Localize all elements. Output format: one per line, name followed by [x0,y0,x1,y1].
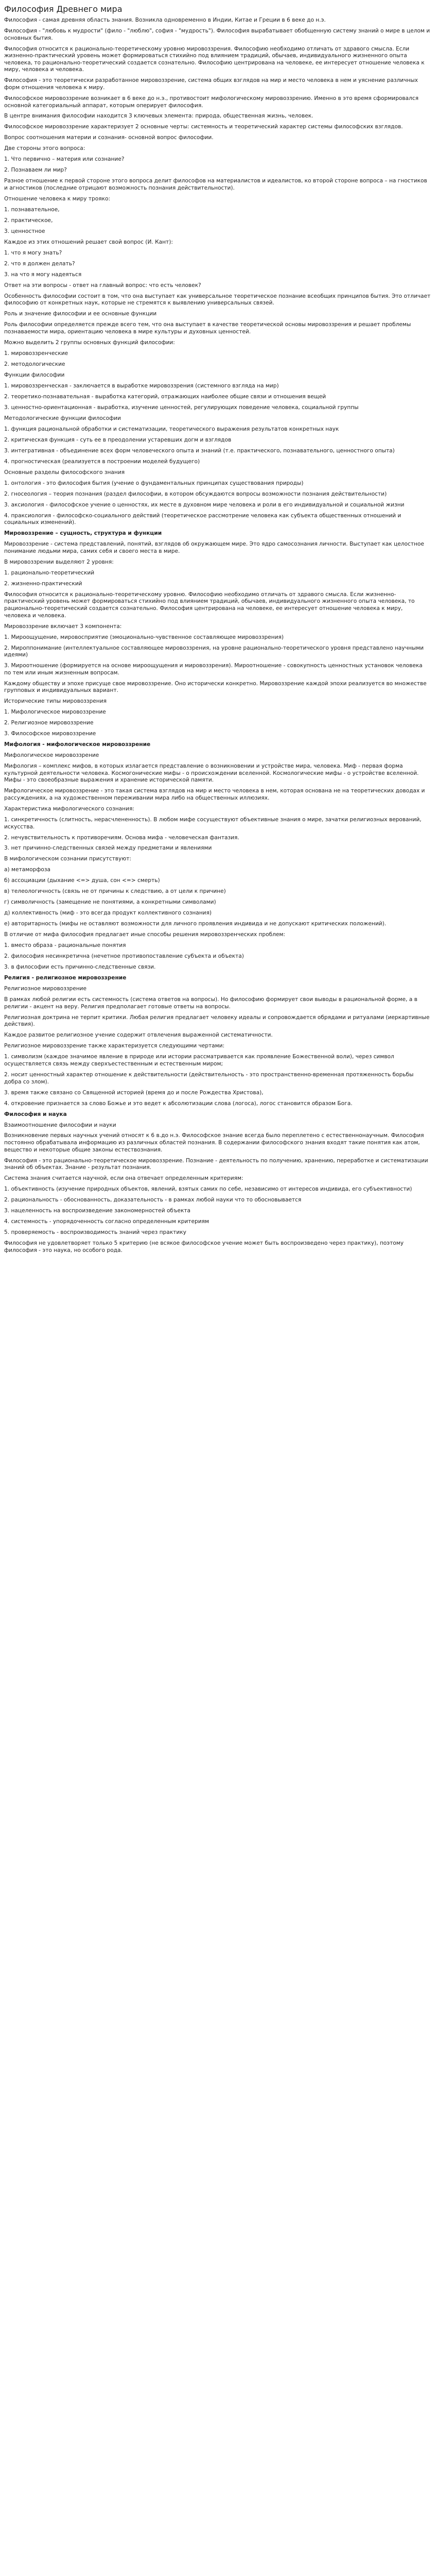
paragraph: 1. Мифологическое мировоззрение [4,709,106,716]
paragraph: 3. в философии есть причинно-следственные связи. [4,964,156,971]
paragraph: 1. мировоззренческая - заключается в выработке мировоззрения (системного взгляда на мир) [4,382,279,389]
paragraph: 1. онтология - это философия бытия (учение о фундаментальных принципах существования природы) [4,480,304,486]
paragraph: 1. синкретичность (слитность, нерасчлененность). В любом мифе сосуществуют объективные знания о мире, зачатки религиозных верований, искусства. [4,816,423,830]
paragraph: 1. что я могу знать? [4,249,62,256]
paragraph: 1. вместо образа - рациональные понятия [4,942,126,949]
paragraph: 2. Мироппонимание (интеллектуальное составляющее мировоззрения, на уровне рационально-теоретического уровня представлено научными идеями) [4,645,426,658]
article-body [4,17,431,1254]
paragraph: 2. критическая функция - суть ее в преодолении устаревших догм и взглядов [4,436,232,443]
paragraph: Мифологическое мировоззрение [4,752,99,759]
paragraph: Отношение человека к миру трояко: [4,195,111,202]
paragraph: 2. Религиозное мировоззрение [4,720,94,726]
paragraph: Функции философии [4,371,65,378]
paragraph: 4. системность - упорядоченность согласно определенным критериям [4,1218,209,1225]
paragraph: 2. гносеология – теория познания (раздел философии, в котором обсуждаются вопросы возможности познания действительности) [4,490,387,497]
paragraph: 2. практическое, [4,217,53,224]
paragraph: Философия относится к рационально-теоретическому уровню. Философию необходимо отличать от здравого смысла. Если жизненно-практический уровень может формироваться стихийно под влиянием традиций, обычаев, индивидуального жизненного опыта человека, то рационально-теоретический создается сознательно. Философия центрирована на человеке, ее интересует отношение человека к миру, человека и человека. [4,591,416,619]
paragraph: 1. символизм (каждое значимое явление в природе или истории рассматривается как проявление Божественной воли), через символ осуществляется связь между сверхъестественным и естественным миром; [4,1054,396,1067]
paragraph: Система знания считается научной, если она отвечает определенным критериям: [4,1175,243,1182]
paragraph: Возникновение первых научных учений относят к 6 в.до н.э. Философское знание всегда было переплетено с естественнонаучным. Философия постоянно обрабатывала информацию из различных областей познания. В содержании философского знания входят такие понятия как атом, вещество и некоторые общие законы естествознания. [4,1132,426,1153]
paragraph: 2. носит ценностный характер отношение к действительности (действительность - это пространственно-временная протяженность борьбы добра со злом). [4,1071,415,1085]
paragraph: 1. функция рациональной обработки и систематизации, теоретического выражения результатов конкретных наук [4,426,339,432]
paragraph: 1. мировоззренческие [4,350,68,357]
paragraph: 3. время также связано со Священной историей (время до и после Рождества Христова), [4,1089,264,1096]
paragraph: 2. жизненно-практический [4,580,82,587]
paragraph: Мифология – комплекс мифов, в которых излагается представление о возникновении и устройстве мира, человека. Миф - первая форма культурной деятельности человека. Космогонические мифы - о происхождении вселенной. Космологические мифы - о устройстве вселенной. Мифы - это своеобразные выражения и хранение исторической памяти. [4,763,421,784]
paragraph: в) телеологичность (связь не от причины к следствию, а от цели к причине) [4,888,226,895]
paragraph: В мифологическом сознании присутствуют: [4,856,131,862]
paragraph: Религиозное мировоззрение [4,986,87,992]
paragraph: Особенность философии состоит в том, что она выступает как универсальное теоретическое познание всеобщих принципов бытия. Это отличает философию от конкретных наук, которые не стремятся к выявлению универсальных связей. [4,293,432,307]
paragraph: В центре внимания философии находится 3 ключевых элемента: природа, общественная жизнь, человек. [4,113,313,120]
paragraph: 2. нечувствительность к противоречиям. Основа мифа - человеческая фантазия. [4,834,239,841]
paragraph: 3. нет причинно-следственных связей между предметами и явлениями [4,845,212,852]
paragraph: Взаимоотношение философии и науки [4,1122,116,1128]
paragraph: б) ассоциации (дыхание <=> душа, сон <=> смерть) [4,877,160,884]
paragraph: Можно выделить 2 группы основных функций философии: [4,339,175,346]
paragraph: 2. рациональность - обоснованность, доказательность - в рамках любой науки что то обосновывается [4,1197,302,1204]
paragraph: Философия - самая древняя область знания. Возникла одновременно в Индии, Китае и Греции в 6 веке до н.э. [4,17,326,23]
paragraph: 4. праксиология - философско-социального действий (теоретическое рассмотрение человека как субъекта общественных отношений и социальных изменений). [4,512,403,526]
paragraph: 2. теоретико-познавательная - выработка категорий, отражающих наиболее общие связи и отношения вещей [4,393,326,400]
paragraph: Ответ на эти вопросы - ответ на главный вопрос: что есть человек? [4,282,201,289]
paragraph: 3. на что я могу надеяться [4,271,82,278]
section-heading: Философия и наука [4,1111,67,1117]
paragraph: 1. объективность (изучение природных объектов, явлений, взятых самих по себе, независимо от интересов индивида, его субъективности) [4,1186,412,1193]
paragraph: 1. Что первично – материя или сознание? [4,156,125,163]
section-heading: Религия - религиозное мировоззрение [4,975,127,981]
paragraph: 2. философия несинкретична (нечетное противопоставление субъекта и объекта) [4,953,244,960]
paragraph: Разное отношение к первой стороне этого вопроса делит философов на материалистов и идеалистов, ко второй стороне вопроса – на гностиков и агностиков (последние отрицают возможность познания действительности). [4,178,429,191]
paragraph: 1. Мироощущение, мировосприятие (эмоционально-чувственное составляющее мировоззрения) [4,634,284,640]
section-heading: Мировоззрение – сущность, структура и функции [4,530,162,537]
paragraph: 4. прогностическая (реализуется в построении моделей будущего) [4,458,200,465]
section-heading: Мифология - мифологическое мировоззрение [4,741,151,748]
paragraph: Мировоззрение включает 3 компонента: [4,623,122,630]
paragraph: 4. откровение признается за слово Божье и это ведет к абсолютизации слова (логоса), логос становится образом Бога. [4,1100,353,1107]
paragraph: Религиозное мировоззрение также характеризуется следующими чертами: [4,1043,225,1049]
paragraph: Философское мировоззрение возникает в 6 веке до н.э., противостоит мифологическому мировоззрению. Именно в это время сформировался основной категориальный аппарат, которым оперирует философия. [4,95,421,109]
paragraph: Исторические типы мировоззрения [4,698,107,705]
paragraph: Философия относится к рационально-теоретическому уровню мировоззрения. Философию необходимо отличать от здравого смысла. Если жизненно-практический уровень может формироваться стихийно под влиянием традиций, обычаев, индивидуального жизненного опыта человека, то рационально-теоретический создается сознательно. Философию центрирована на человеке, ее интересует отношение человека к миру, человека и человека. [4,45,426,73]
paragraph: Основные разделы философского знания [4,469,125,476]
paragraph: д) коллективность (миф - это всегда продукт коллективного сознания) [4,910,212,917]
paragraph: Мифологическое мировоззрение - это такая система взглядов на мир и место человека в нем, которая основана не на теоретических доводах и рассуждениях, а на художественном переживании мира либо на общественных иллюзиях. [4,788,427,801]
paragraph: 3. нацеленность на воспроизведение закономерностей объекта [4,1208,191,1214]
paragraph: 5. проверяемость - воспроизводимость знаний через практику [4,1229,186,1236]
paragraph: 1. познавательное, [4,206,60,213]
paragraph: 3. ценностное [4,228,45,234]
paragraph: Философия не удовлетворяет только 5 критерию (не всякое философское учение может быть воспроизведено через практику), поэтому философия - это наука, но особого рода. [4,1240,406,1253]
paragraph: 3. аксиология - философское учение о ценностях, их месте в духовном мире человека и роли в его индивидуальной и социальной жизни [4,501,405,508]
paragraph: В мировоззрении выделяют 2 уровня: [4,558,114,565]
paragraph: 3. ценностно-ориентационная - выработка, изучение ценностей, регулирующих поведение человека, социальной группы [4,404,359,411]
paragraph: Каждому обществу и эпохе присуще свое мировоззрение. Оно исторически конкретно. Мировоззрение каждой эпохи реализуется во множестве групповых и индивидуальных вариант. [4,680,429,694]
paragraph: Каждое из этих отношений решает свой вопрос (И. Кант): [4,239,173,245]
paragraph: Характеристика мифологического сознания: [4,805,134,812]
paragraph: 2. Познаваем ли мир? [4,167,67,174]
paragraph: Философия - "любовь к мудрости" (фило - "люблю", софия - "мудрость"). Философия вырабатывает обобщенную систему знаний о мире в целом и основных бытия. [4,27,432,41]
page [0,0,436,1254]
paragraph: 1. рационально-теоретический [4,569,95,576]
paragraph: Мировоззрение - система представлений, понятий, взглядов об окружающем мире. Это ядро самосознания личности. Выступает как целостное понимание людьми мира, самих себя и своего места в мире. [4,541,426,554]
paragraph: г) символичность (замещение не понятиями, а конкретными символами) [4,899,216,906]
paragraph: е) авторитарность (мифы не оставляют возможности для личного проявления индивида и не допускают критических положений). [4,921,387,927]
paragraph: Философия - это рационально-теоретическое мировоззрение. Познание - деятельность по получению, хранению, переработке и систематизации знаний об объектах. Знание - результат познания. [4,1157,430,1171]
paragraph: Две стороны этого вопроса: [4,145,85,152]
paragraph: Методологические функции философии [4,415,121,421]
paragraph: Роль и значение философии и ее основные функции [4,311,157,317]
paragraph: 3. Философское мировоззрение [4,731,96,737]
paragraph: а) метаморфоза [4,867,51,873]
paragraph: 2. методологические [4,361,65,367]
paragraph: 3. интегративная - объединение всех форм человеческого опыта и знаний (т.е. практического, познавательного, ценностного опыта) [4,447,395,454]
paragraph: В рамках любой религии есть системность (система ответов на вопросы). Но философию формирует свои выводы в рациональной форме, а в религии - акцент на веру. Религия предполагает готовые ответы на вопросы. [4,996,420,1010]
paragraph: Религиозная доктрина не терпит критики. Любая религия предлагает человеку идеалы и сопровождается обрядами и ритуалами (иеркартивные действия). [4,1014,431,1028]
paragraph: Роль философии определяется прежде всего тем, что она выступает в качестве теоретической основы мировоззрения и решает проблемы познаваемости мира, ориентацию человека в мире культуры и духовных ценностей. [4,321,413,335]
paragraph: 2. что я должен делать? [4,260,75,267]
paragraph: Каждое развитое религиозное учение содержит отвлечения выраженной систематичности. [4,1032,273,1039]
paragraph: Философия - это теоретически разработанное мировоззрение, система общих взглядов на мир и место человека в нем и уяснение различных форм отношения человека к миру. [4,77,420,91]
paragraph: Философское мировоззрение характеризует 2 основные черты: системность и теоретический характер системы философских взглядов. [4,124,403,130]
paragraph: 3. Мироотношение (формируется на основе мироощущения и мировоззрения). Мироотношение - совокупность ценностных установок человека по тем или иным жизненным вопросам. [4,663,425,676]
page-title: Философия Древнего мира [4,4,123,14]
paragraph: Вопрос соотношения материи и сознания- основной вопрос философии. [4,134,214,141]
paragraph: В отличие от мифа философия предлагает иные способы решения мировоззренческих проблем: [4,931,285,938]
